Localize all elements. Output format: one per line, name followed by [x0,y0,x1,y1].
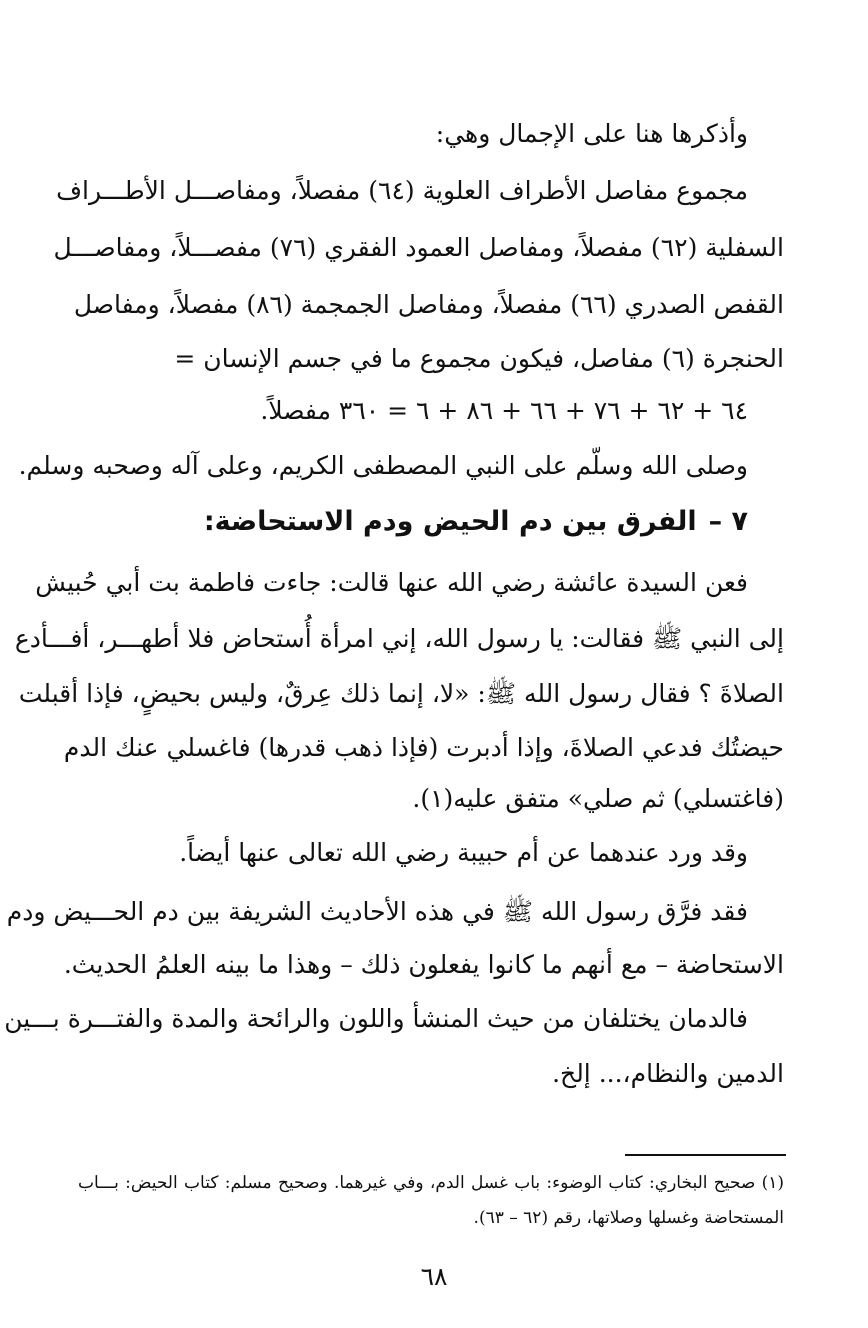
section-line-2: إلى النبي ﷺ فقالت: يا رسول الله، إني امرأة أُستحاض فلا أطهـــر، أفـــأدع [14,624,784,653]
section-line-7: فقد فرَّق رسول الله ﷺ في هذه الأحاديث الشريفة بين دم الحـــيض ودم [6,897,748,926]
section-line-6: وقد ورد عندهما عن أم حبيبة رضي الله تعالى عنها أيضاً. [179,838,748,867]
body-line-1: وأذكرها هنا على الإجمال وهي: [435,119,748,148]
section-line-10: الدمين والنظام،... إلخ. [552,1059,784,1088]
section-line-8: الاستحاضة – مع أنهم ما كانوا يفعلون ذلك – وهذا ما بينه العلمُ الحديث. [63,950,784,979]
section-line-9: فالدمان يختلفان من حيث المنشأ واللون والرائحة والمدة والفتـــرة بـــين [4,1004,748,1033]
footnote-line-2: المستحاضة وغسلها وصلاتها، رقم (٦٢ – ٦٣). [473,1208,784,1228]
section-line-4: حيضتُك فدعي الصلاةَ، وإذا أدبرت (فإذا ذهب قدرها) فاغسلي عنك الدم [63,733,784,762]
body-line-3: السفلية (٦٢) مفصلاً، ومفاصل العمود الفقري (٧٦) مفصـــلاً، ومفاصـــل [53,233,784,262]
body-line-2: مجموع مفاصل الأطراف العلوية (٦٤) مفصلاً، ومفاصـــل الأطـــراف [56,176,748,205]
body-line-7: وصلى الله وسلّم على النبي المصطفى الكريم، وعلى آله وصحبه وسلم. [18,451,748,480]
section-title: الفرق بين دم الحيض ودم الاستحاضة: [203,506,697,537]
footnote-divider [625,1154,786,1156]
footnote-line-1: (١) صحيح البخاري: كتاب الوضوء: باب غسل الدم، وفي غيرهما. وصحيح مسلم: كتاب الحيض: بـــاب [78,1173,784,1193]
body-line-4: القفص الصدري (٦٦) مفصلاً، ومفاصل الجمجمة (٨٦) مفصلاً، ومفاصل [73,290,784,319]
section-line-3: الصلاةَ ؟ فقال رسول الله ﷺ: «لا، إنما ذلك عِرقٌ، وليس بحيضٍ، فإذا أقبلت [18,679,784,708]
equation-line: ٦٤ + ٦٢ + ٧٦ + ٦٦ + ٨٦ + ٦ = ٣٦٠ مفصلاً. [260,396,748,425]
body-line-5: الحنجرة (٦) مفاصل، فيكون مجموع ما في جسم الإنسان = [174,344,784,373]
section-number: ٧ – [708,506,748,537]
section-line-1: فعن السيدة عائشة رضي الله عنها قالت: جاءت فاطمة بت أبي حُبيش [35,568,748,597]
section-heading [78,502,784,542]
page-number: ٦٨ [420,1262,448,1291]
section-line-5: (فاغتسلي) ثم صلي» متفق عليه(١). [412,784,784,813]
